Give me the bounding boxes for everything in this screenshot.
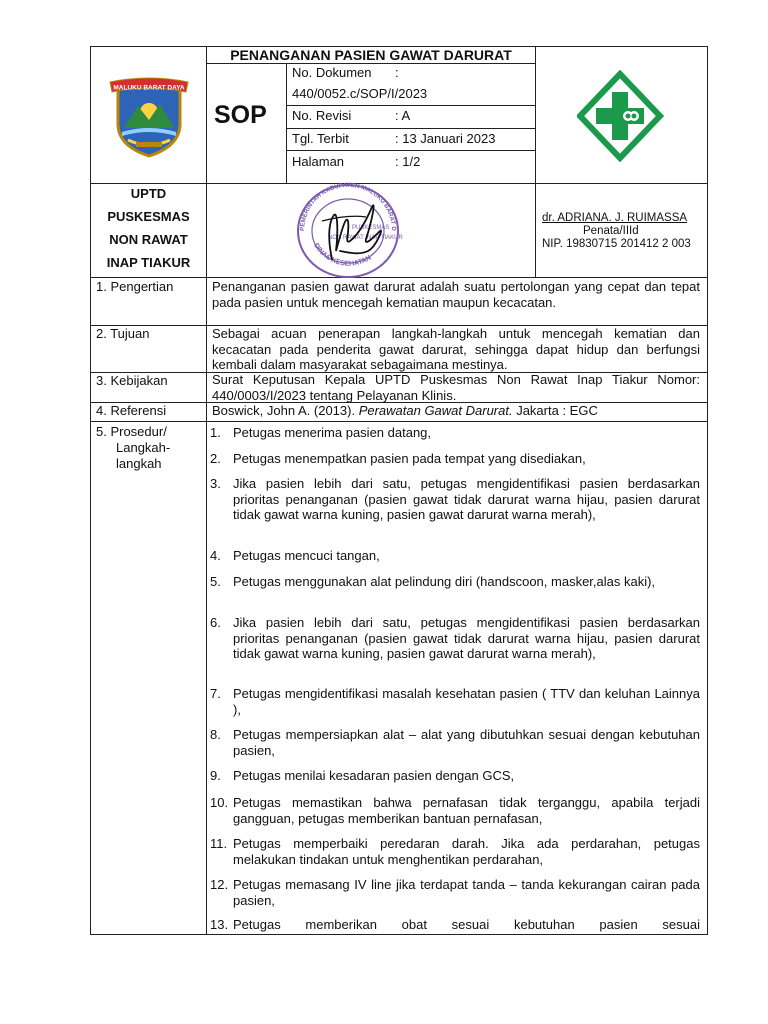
step-number: 13.: [210, 917, 229, 932]
pengertian-text: Penanganan pasien gawat darurat adalah suatu pertolongan yang cepat dan tepat pada pasien untuk mencegah kematian maupun kecacatan.: [212, 279, 700, 310]
step-text: Jika pasien lebih dari satu, petugas mengidentifikasi pasien berdasarkan prioritas penanganan (pasien gawat tidak darurat warna hijau, pasien darurat tidak gawat warna kuning, pasien gawat darurat warna merah),: [233, 476, 700, 523]
step-number: 9.: [210, 768, 221, 783]
sop-label: SOP: [214, 101, 267, 129]
step-text: Petugas memberikan obat sesuai kebutuhan pasien sesuai: [233, 917, 700, 932]
step-number: 10.: [210, 795, 229, 810]
page-title: PENANGANAN PASIEN GAWAT DARURAT: [230, 47, 512, 63]
issue-date-label: Tgl. Terbit: [292, 131, 349, 146]
step-number: 4.: [210, 548, 221, 563]
step-number: 6.: [210, 615, 221, 630]
signatory-rank: Penata/IIId: [583, 225, 639, 237]
svg-text:DINAS KESEHATAN: [312, 242, 372, 267]
referensi-label: 4. Referensi: [96, 403, 167, 418]
step-number: 8.: [210, 727, 221, 742]
official-stamp: [292, 181, 404, 281]
kebijakan-text: Surat Keputusan Kepala UPTD Puskesmas Non Rawat Inap Tiakur Nomor: 440/0003/I/2023 tentang Pelayanan Klinis.: [212, 372, 700, 403]
revision-label: No. Revisi: [292, 108, 352, 123]
stamp-inner-line-1: PUSKESMAS: [352, 225, 390, 231]
puskesmas-logo: [577, 70, 667, 162]
doc-no-value: 440/0052.c/SOP/I/2023: [292, 86, 428, 101]
prosedur-label-3: langkah: [116, 456, 162, 471]
org-line-2: PUSKESMAS: [107, 209, 190, 224]
pengertian-label: 1. Pengertian: [96, 279, 174, 294]
revision-value: : A: [395, 108, 411, 123]
referensi-authors: Boswick, John A. (2013).: [212, 403, 359, 418]
prosedur-label-2: Langkah-: [116, 440, 171, 455]
tujuan-text: Sebagai acuan penerapan langkah-langkah untuk mencegah kematian dan kecacatan pada penderita gawat darurat, sehingga dapat hidup dan berfungsi kembali dalam masyarakat sebagaimana mestinya.: [212, 326, 700, 373]
step-number: 11.: [210, 836, 228, 851]
step-number: 3.: [210, 476, 221, 491]
doc-no-sep: :: [395, 65, 399, 80]
tujuan-label: 2. Tujuan: [96, 326, 150, 341]
step-number: 5.: [210, 574, 221, 589]
regency-logo: [106, 76, 192, 158]
step-text: Petugas memasang IV line jika terdapat tanda – tanda kekurangan cairan pada pasien,: [233, 877, 700, 908]
step-number: 2.: [210, 451, 221, 466]
issue-date-value: : 13 Januari 2023: [395, 131, 496, 146]
signature: [329, 205, 381, 259]
stamp-ring-text: PEMERINTAH KABUPATEN MALUKU BARAT D: [298, 181, 398, 232]
step-text: Petugas mengidentifikasi masalah kesehatan pasien ( TTV dan keluhan Lainnya ),: [233, 686, 700, 717]
page-label: Halaman: [292, 154, 345, 169]
signatory-nip: NIP. 19830715 201412 2 003: [542, 238, 691, 250]
org-line-4: INAP TIAKUR: [106, 255, 191, 270]
stamp-inner-line-2: NON RAWAT INAP TIAKUR: [328, 235, 403, 241]
doc-no-label: No. Dokumen: [292, 65, 372, 80]
step-number: 1.: [210, 425, 221, 440]
referensi-publisher: Jakarta : EGC: [512, 403, 598, 418]
step-text: Petugas menggunakan alat pelindung diri (handscoon, masker,alas kaki),: [233, 574, 656, 589]
signatory-name: dr. ADRIANA. J. RUIMASSA: [542, 212, 688, 224]
org-line-3: NON RAWAT: [109, 232, 188, 247]
step-text: Petugas menerima pasien datang,: [233, 425, 432, 440]
referensi-book-title: Perawatan Gawat Darurat.: [358, 403, 513, 418]
step-text: Jika pasien lebih dari satu, petugas mengidentifikasi pasien berdasarkan prioritas penanganan (pasien gawat tidak darurat warna hijau, pasien darurat tidak gawat warna kuning, pasien gawat darurat warna merah),: [233, 615, 700, 662]
step-number: 12.: [210, 877, 229, 892]
step-number: 7.: [210, 686, 221, 701]
page-value: : 1/2: [395, 154, 421, 169]
stamp-bottom-text: DINAS KESEHATAN: [312, 242, 373, 268]
step-text: Petugas menilai kesadaran pasien dengan GCS,: [233, 768, 515, 783]
step-text: Petugas mempersiapkan alat – alat yang dibutuhkan sesuai dengan kebutuhan pasien,: [233, 727, 700, 758]
referensi-text: [212, 403, 598, 419]
step-text: Petugas menempatkan pasien pada tempat yang disediakan,: [233, 451, 586, 466]
step-text: Petugas memastikan bahwa pernafasan tidak terganggu, apabila terjadi gangguan, petugas memberikan bantuan pernafasan,: [233, 795, 700, 826]
step-text: Petugas mencuci tangan,: [233, 548, 380, 563]
logo-left-text: MALUKU BARAT DAYA: [113, 84, 185, 92]
step-text: Petugas memperbaiki peredaran darah. Jika ada perdarahan, petugas melakukan tindakan untuk menghentikan perdarahan,: [233, 836, 700, 867]
kebijakan-label: 3. Kebijakan: [96, 373, 168, 388]
prosedur-label-1: 5. Prosedur/: [96, 424, 167, 439]
org-line-1: UPTD: [130, 186, 167, 201]
